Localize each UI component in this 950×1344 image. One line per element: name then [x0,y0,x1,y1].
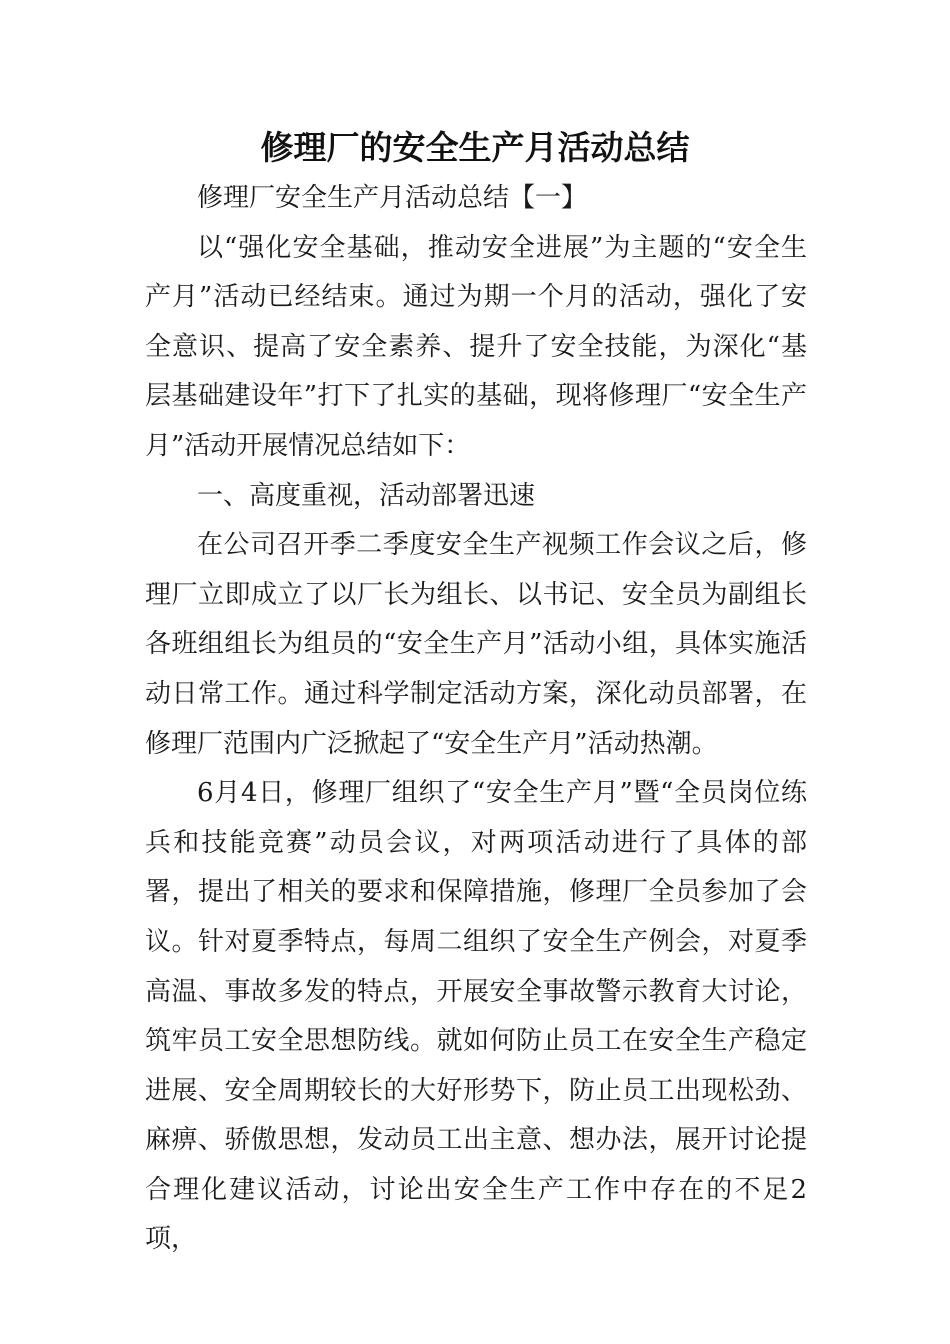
section-heading: 修理厂安全生产月活动总结【一】 [197,183,588,213]
paragraph: 以“强化安全基础，推动安全进展”为主题的“安全生产月”活动已经结束。通过为期一个月的活动，强化了安全意识、提高了安全素养、提升了安全技能，为深化“基层基础建设年”打下了扎实的基础，现将修理厂“安全生产月”活动开展情况总结如下： [145,232,807,461]
paragraph: 6月4日，修理厂组织了“安全生产月”暨“全员岗位练兵和技能竞赛”动员会议，对两项活动进行了具体的部署，提出了相关的要求和保障措施，修理厂全员参加了会议。针对夏季特点，每周二组织了安全生产例会，对夏季高温、事故多发的特点，开展安全事故警示教育大讨论，筑牢员工安全思想防线。就如何防止员工在安全生产稳定进展、安全周期较长的大好形势下，防止员工出现松劲、麻痹、骄傲思想，发动员工出主意、想办法，展开讨论提合理化建议活动，讨论出安全生产工作中存在的不足2项， [145,778,807,1255]
document-body [145,174,807,1265]
document-title: 修理厂的安全生产月活动总结 [260,128,690,167]
paragraph: 在公司召开季二季度安全生产视频工作会议之后，修理厂立即成立了以厂长为组长、以书记、安全员为副组长各班组组长为组员的“安全生产月”活动小组，具体实施活动日常工作。通过科学制定活动方案，深化动员部署，在修理厂范围内广泛掀起了“安全生产月”活动热潮。 [145,530,807,759]
section-heading: 一、高度重视，活动部署迅速 [197,480,536,511]
